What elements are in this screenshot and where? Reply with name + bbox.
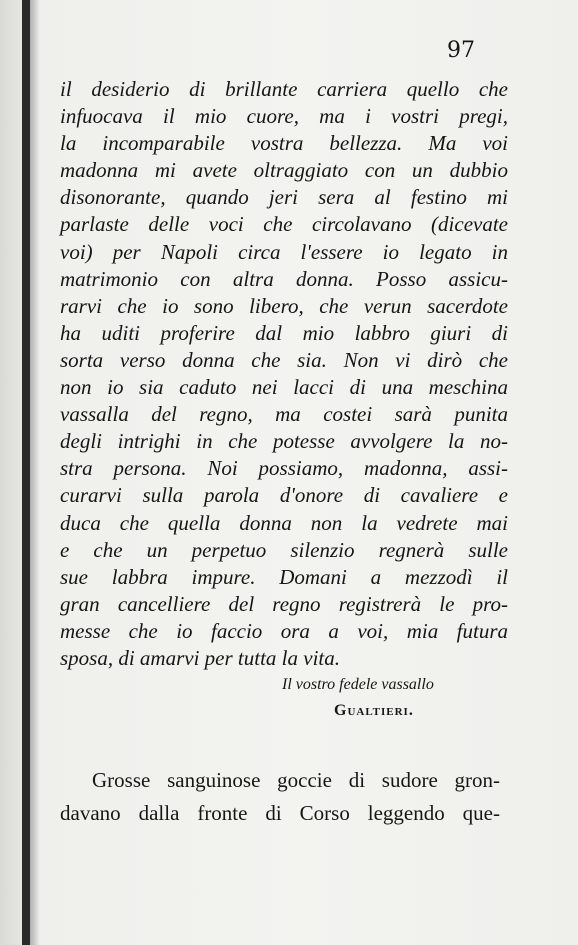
letter-line: stra persona. Noi possiamo, madonna, assi- bbox=[60, 456, 508, 481]
letter-closing: Il vostro fedele vassallo bbox=[282, 676, 434, 693]
letter-line: infuocava il mio cuore, ma i vostri pregi, bbox=[60, 104, 508, 129]
binding-edge bbox=[22, 0, 30, 945]
letter-line: ha uditi proferire dal mio labbro giuri di bbox=[60, 320, 508, 345]
letter-line-last: sposa, di amarvi per tutta la vita. bbox=[60, 645, 340, 670]
letter-line: rarvi che io sono libero, che verun sacerdote bbox=[60, 293, 508, 318]
letter-text bbox=[60, 76, 508, 672]
narrative-line: Grosse sanguinose goccie di sudore gron- bbox=[92, 768, 500, 792]
letter-line: matrimonio con altra donna. Posso assicu- bbox=[60, 266, 508, 291]
letter-line: vassalla del regno, ma costei sarà punita bbox=[60, 402, 508, 427]
letter-line: il desiderio di brillante carriera quello che bbox=[60, 77, 508, 101]
narrative-paragraph bbox=[60, 764, 500, 830]
letter-line: voi) per Napoli circa l'essere io legato in bbox=[60, 239, 508, 264]
letter-signer: Gualtieri. bbox=[334, 702, 414, 719]
letter-line: disonorante, quando jeri sera al festino mi bbox=[60, 185, 508, 210]
letter-line: non io sia caduto nei lacci di una meschina bbox=[60, 375, 508, 400]
letter-line: parlaste delle voci che circolavano (dicevate bbox=[60, 212, 508, 237]
narrative-line: davano dalla fronte di Corso leggendo que- bbox=[60, 801, 500, 825]
letter-line: duca che quella donna non la vedrete mai bbox=[60, 510, 508, 535]
letter-line: gran cancelliere del regno registrerà le pro- bbox=[60, 591, 508, 616]
binding-shadow bbox=[30, 0, 40, 945]
letter-line: madonna mi avete oltraggiato con un dubbio bbox=[60, 158, 508, 183]
letter-line: sorta verso donna che sia. Non vi dirò che bbox=[60, 347, 508, 372]
letter-line: sue labbra impure. Domani a mezzodì il bbox=[60, 564, 508, 589]
page-number: 97 bbox=[447, 38, 475, 63]
letter-line: la incomparabile vostra bellezza. Ma voi bbox=[60, 131, 508, 156]
letter-line: degli intrighi in che potesse avvolgere la no- bbox=[60, 429, 508, 454]
letter-line: e che un perpetuo silenzio regnerà sulle bbox=[60, 537, 508, 562]
letter-line: messe che io faccio ora a voi, mia futura bbox=[60, 618, 508, 643]
letter-line: curarvi sulla parola d'onore di cavaliere e bbox=[60, 483, 508, 508]
